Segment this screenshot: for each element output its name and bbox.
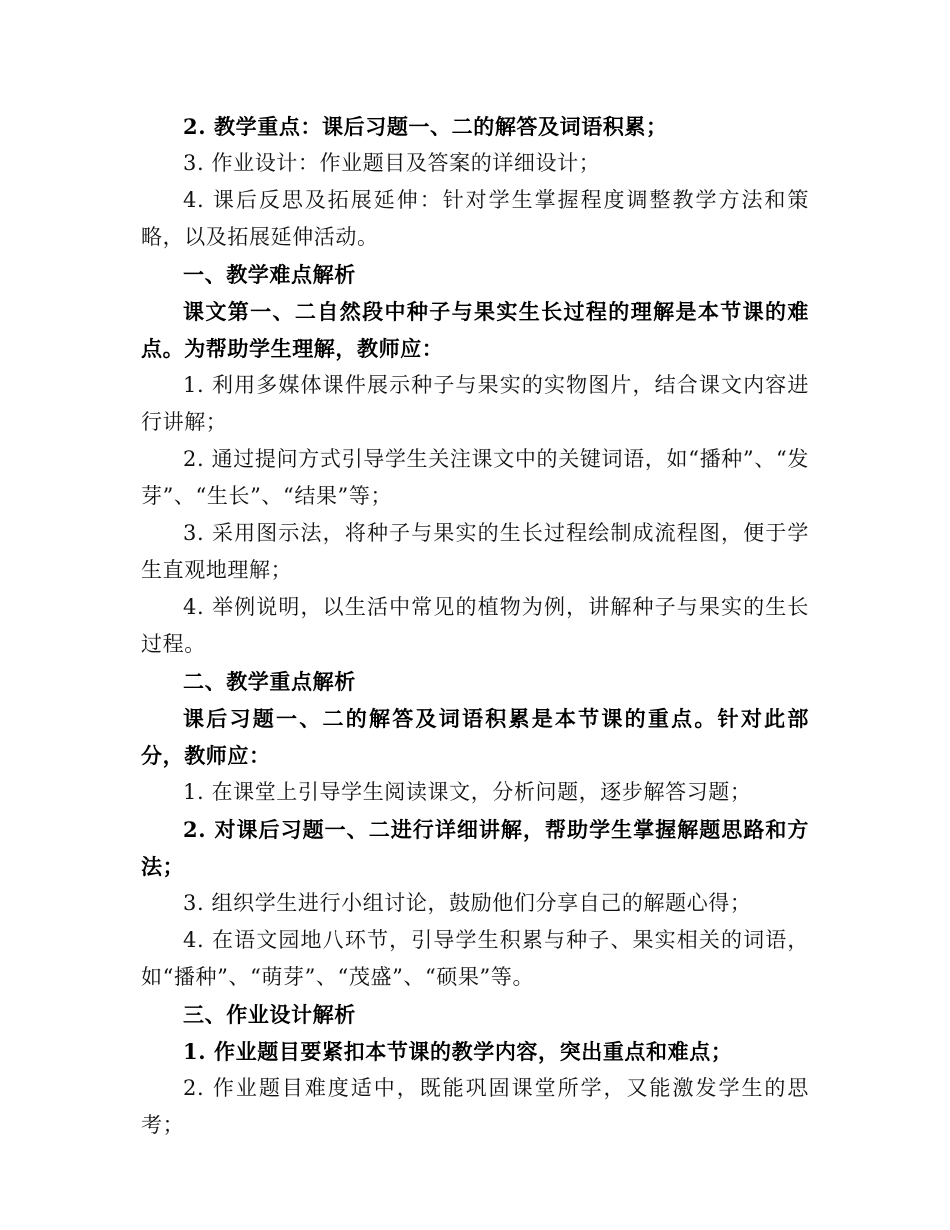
list-item-difficulty-1: 1. 利用多媒体课件展示种子与果实的实物图片，结合课文内容进行讲解； — [141, 373, 809, 434]
paragraph-reflection-extension: 4. 课后反思及拓展延伸：针对学生掌握程度调整教学方法和策略，以及拓展延伸活动。 — [141, 188, 809, 249]
paragraph-difficulty-intro: 课文第一、二自然段中种子与果实生长过程的理解是本节课的难点。为帮助学生理解，教师应： — [141, 299, 809, 361]
list-item-focus-4: 4. 在语文园地八环节，引导学生积累与种子、果实相关的词语，如“播种”、“萌芽”、“茂盛”、“硕果”等。 — [141, 928, 809, 989]
section-heading-difficulty: 一、教学难点解析 — [183, 262, 356, 287]
paragraph-teaching-focus: 2. 教学重点：课后习题一、二的解答及词语积累； — [183, 114, 668, 139]
list-item-difficulty-4: 4. 举例说明，以生活中常见的植物为例，讲解种子与果实的生长过程。 — [141, 595, 809, 656]
list-item-difficulty-3: 3. 采用图示法，将种子与果实的生长过程绘制成流程图，便于学生直观地理解； — [141, 521, 809, 582]
list-item-homework-2: 2. 作业题目难度适中，既能巩固课堂所学，又能激发学生的思考； — [141, 1076, 809, 1137]
list-item-difficulty-2: 2. 通过提问方式引导学生关注课文中的关键词语，如“播种”、“发芽”、“生长”、“结果”等； — [141, 447, 809, 508]
list-item-focus-2: 2. 对课后习题一、二进行详细讲解，帮助学生掌握解题思路和方法； — [141, 817, 809, 879]
list-item-focus-1: 1. 在课堂上引导学生阅读课文，分析问题，逐步解答习题； — [183, 780, 752, 804]
section-heading-homework: 三、作业设计解析 — [183, 1002, 356, 1027]
list-item-focus-3: 3. 组织学生进行小组讨论，鼓励他们分享自己的解题心得； — [183, 891, 752, 915]
list-item-homework-1: 1. 作业题目要紧扣本节课的教学内容，突出重点和难点； — [183, 1039, 733, 1064]
paragraph-homework-design: 3. 作业设计：作业题目及答案的详细设计； — [183, 151, 601, 175]
paragraph-focus-intro: 课后习题一、二的解答及词语积累是本节课的重点。针对此部分，教师应： — [141, 706, 809, 768]
section-heading-focus: 二、教学重点解析 — [183, 669, 356, 694]
document-body — [141, 108, 809, 1144]
